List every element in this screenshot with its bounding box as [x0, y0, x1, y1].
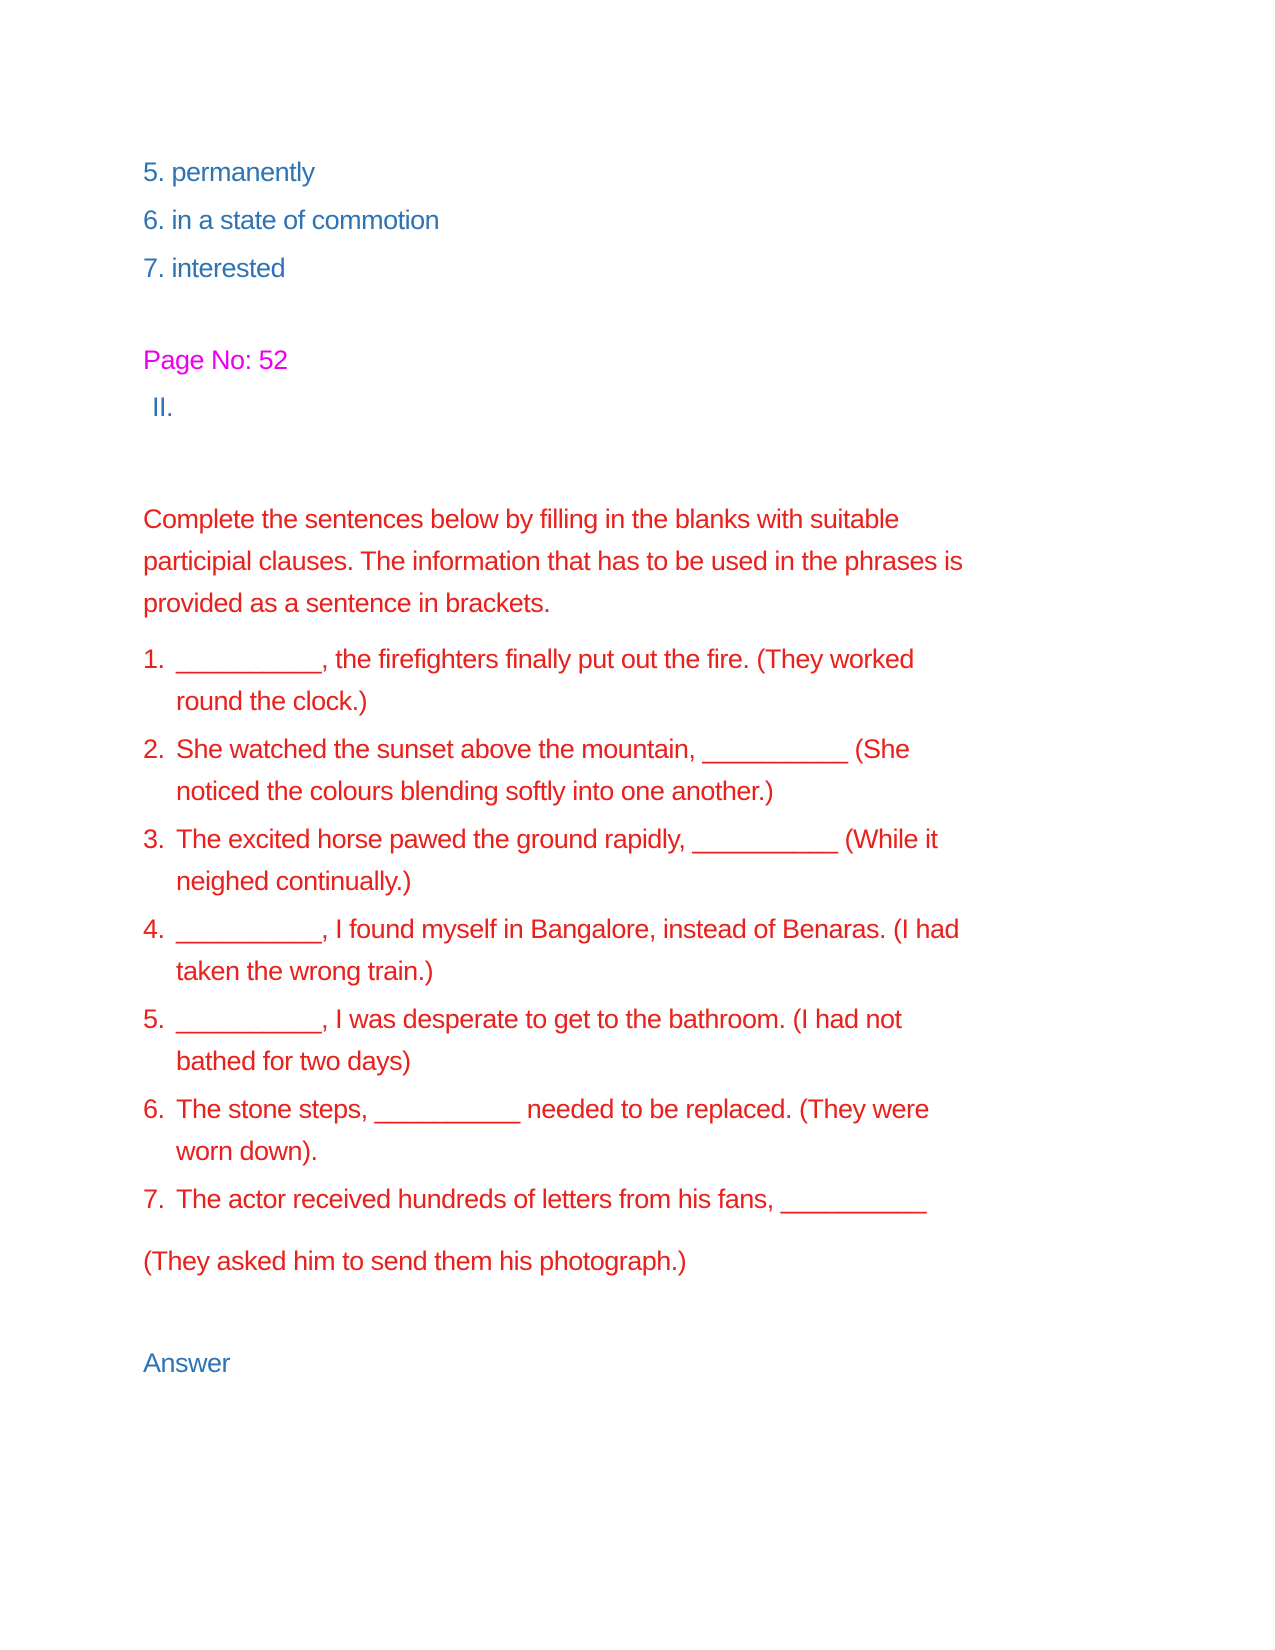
item-text-continued: noticed the colours blending softly into one another.) — [176, 776, 774, 806]
item-text: The actor received hundreds of letters from his fans, __________ — [176, 1184, 926, 1214]
item-text: The excited horse pawed the ground rapidly, __________ (While it — [176, 824, 938, 854]
section-label: II. — [152, 392, 174, 422]
answer-label: Answer — [143, 1348, 231, 1378]
item-number: 6. — [143, 1094, 165, 1124]
instruction-line: participial clauses. The information that has to be used in the phrases is — [143, 546, 963, 576]
closing-line: (They asked him to send them his photograph.) — [143, 1246, 687, 1276]
item-number: 3. — [143, 824, 165, 854]
item-text: __________, I found myself in Bangalore, instead of Benaras. (I had — [176, 914, 960, 944]
item-number: 4. — [143, 914, 165, 944]
previous-answer-item: 7. interested — [143, 253, 286, 283]
item-text-continued: taken the wrong train.) — [176, 956, 434, 986]
exercise-item-5 — [143, 998, 1215, 1082]
item-text-continued: round the clock.) — [176, 686, 368, 716]
previous-answers-list — [143, 151, 1215, 289]
item-text: The stone steps, __________ needed to be replaced. (They were — [176, 1094, 930, 1124]
exercise-item-7 — [143, 1178, 1215, 1220]
previous-answer-item: 5. permanently — [143, 157, 315, 187]
instruction-line: Complete the sentences below by filling in the blanks with suitable — [143, 504, 899, 534]
item-number: 7. — [143, 1184, 165, 1214]
exercise-item-6 — [143, 1088, 1215, 1172]
item-text-continued: worn down). — [176, 1136, 318, 1166]
exercise-list — [143, 638, 1215, 1220]
instruction-line: provided as a sentence in brackets. — [143, 588, 551, 618]
exercise-instructions — [143, 498, 1215, 624]
page-number-label: Page No: 52 — [143, 345, 288, 375]
item-number: 2. — [143, 734, 165, 764]
item-number: 5. — [143, 1004, 165, 1034]
previous-answer-item: 6. in a state of commotion — [143, 205, 440, 235]
exercise-item-2 — [143, 728, 1215, 812]
item-text: __________, I was desperate to get to the bathroom. (I had not — [176, 1004, 902, 1034]
item-text-continued: bathed for two days) — [176, 1046, 411, 1076]
item-number: 1. — [143, 644, 165, 674]
item-text: She watched the sunset above the mountain, __________ (She — [176, 734, 910, 764]
exercise-item-3 — [143, 818, 1215, 902]
exercise-item-4 — [143, 908, 1215, 992]
item-text-continued: neighed continually.) — [176, 866, 412, 896]
item-text: __________, the firefighters finally put out the fire. (They worked — [176, 644, 914, 674]
exercise-item-1 — [143, 638, 1215, 722]
